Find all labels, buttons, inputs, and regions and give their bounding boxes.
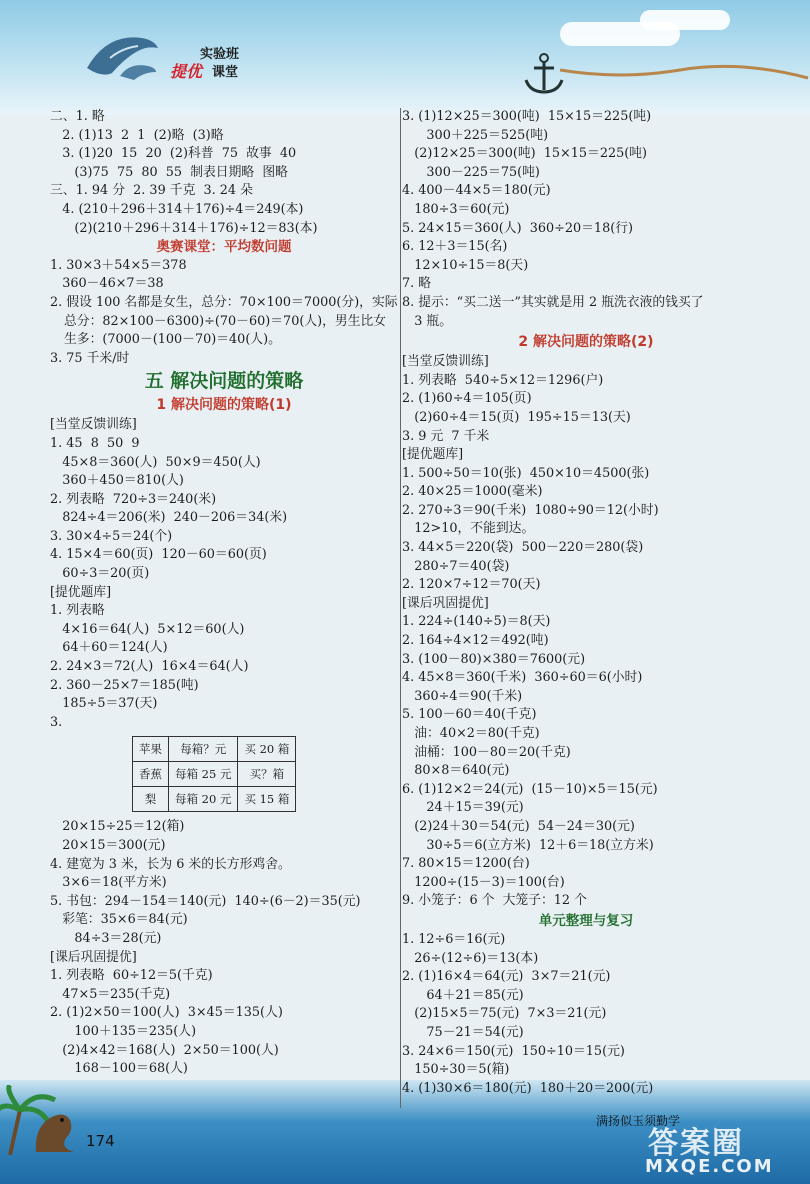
answer-line: 4. (210＋296＋314＋176)÷4＝249(本)	[50, 201, 304, 217]
answer-line: 4. (1)30×6＝180(元) 180＋20＝200(元)	[402, 1080, 654, 1096]
exercise-tag: [提优题库]	[50, 584, 112, 600]
answer-line: 油：40×2＝80(千克)	[402, 726, 540, 741]
answer-line: 5. 100－60＝40(千克)	[402, 707, 537, 723]
answer-line: 3. 9 元 7 千米	[402, 428, 490, 444]
answer-line: 7. 80×15＝1200(台)	[402, 856, 530, 872]
answer-line: 彩笔：35×6＝84(元)	[50, 912, 188, 928]
answer-line: 4. 400－44×5＝180(元)	[402, 183, 551, 199]
answer-line: 1. 30×3＋54×5＝378	[50, 257, 187, 273]
right-column	[402, 108, 770, 1098]
answer-line: 300＋225＝525(吨)	[402, 127, 549, 143]
answer-line: 油桶：100－80＝20(千克)	[402, 744, 571, 760]
dolphin-icon	[118, 60, 158, 82]
answer-line: 1. 列表略	[50, 603, 105, 619]
review-answers-block	[402, 931, 770, 1098]
answer-line: 280÷7＝40(袋)	[402, 558, 510, 574]
page-number: 174	[86, 1132, 115, 1150]
answer-line: 100＋135＝235(人)	[50, 1023, 197, 1039]
answer-line: 300－225＝75(吨)	[402, 164, 540, 180]
brand-bottom-text: 课堂	[212, 65, 239, 80]
column-divider	[400, 108, 401, 1108]
answer-line: 3. 44×5＝220(袋) 500－220＝280(袋)	[402, 540, 644, 556]
answer-line: 2. (1)16×4＝64(元) 3×7＝21(元)	[402, 969, 611, 985]
answer-line: (2)(210＋296＋314＋176)÷12＝83(本)	[50, 220, 318, 236]
answer-line: 84÷3＝28(元)	[50, 930, 162, 946]
answer-line: (2)24＋30＝54(元) 54－24＝30(元)	[402, 818, 635, 834]
answer-line: (3)75 75 80 55 制表日期略 图略	[50, 164, 288, 180]
answer-line: 2. 360－25×7＝185(吨)	[50, 677, 199, 693]
answer-line: 3. 30×4÷5＝24(个)	[50, 528, 173, 544]
answer-line: 180÷3＝60(元)	[402, 201, 510, 217]
brand-top-text: 实验班	[200, 47, 240, 62]
answer-line: (2)12×25＝300(吨) 15×15＝225(吨)	[402, 146, 648, 162]
answer-line: 3 瓶。	[402, 313, 453, 329]
answer-line: 4. 45×8＝360(千米) 360÷60＝6(小时)	[402, 670, 643, 686]
answer-line: 6. 12＋3＝15(名)	[402, 239, 508, 255]
answer-line: 2. 24×3＝72(人) 16×4＝64(人)	[50, 659, 249, 675]
answer-line: 2. 270÷3＝90(千米) 1080÷90＝12(小时)	[402, 502, 659, 518]
answer-line: 3. (1)20 15 20 (2)科普 75 故事 40	[50, 146, 297, 162]
answer-line: 80×8＝640(元)	[402, 763, 510, 779]
answer-line: 5. 书包：294－154＝140(元) 140÷(6－2)＝35(元)	[50, 893, 361, 909]
answer-line: 26÷(12÷6)＝13(本)	[402, 950, 539, 966]
answer-line: 4. 建宽为 3 米，长为 6 米的长方形鸡舍。	[50, 856, 291, 872]
table-row	[133, 762, 296, 787]
answer-line: 1. 224÷(140÷5)＝8(天)	[402, 614, 551, 630]
table-cell: 香蕉	[133, 762, 169, 787]
table-cell: 梨	[133, 787, 169, 812]
answer-line: 2. 120×7÷12＝70(天)	[402, 577, 541, 593]
answer-line: 360÷4＝90(千米)	[402, 688, 523, 704]
cloud-decoration	[640, 10, 730, 30]
answer-line: 20×15＝300(元)	[50, 838, 166, 853]
answer-line: 3. (1)12×25＝300(吨) 15×15＝225(吨)	[402, 109, 652, 124]
answer-line: 1200÷(15－3)＝100(台)	[402, 874, 565, 890]
answer-line: 360－46×7＝38	[50, 276, 164, 292]
section-title-2: 2 解决问题的策略(2)	[518, 334, 654, 351]
answer-line: 360＋450＝810(人)	[50, 473, 184, 489]
table-cell: 买 15 箱	[238, 787, 296, 812]
answer-line: 3. 24×6＝150(元) 150÷10＝15(元)	[402, 1043, 625, 1059]
answer-line: 3. 75 千米/时	[50, 350, 130, 366]
answer-line: 168－100＝68(人)	[50, 1061, 188, 1077]
answer-line: 3×6＝18(平方米)	[50, 875, 167, 891]
table-row	[133, 787, 296, 812]
answer-line: 9. 小笼子：6 个 大笼子：12 个	[402, 893, 587, 909]
answer-line: 5. 24×15＝360(人) 360÷20＝18(行)	[402, 220, 634, 236]
answer-line: 2. (1)2×50＝100(人) 3×45＝135(人)	[50, 1005, 283, 1021]
rope-decoration	[560, 50, 810, 90]
table-cell: 每箱 25 元	[169, 762, 238, 787]
watermark-url: MXQE.COM	[645, 1156, 774, 1177]
answer-line: 1. 12÷6＝16(元)	[402, 931, 506, 947]
answer-line: 2. 40×25＝1000(毫米)	[402, 484, 543, 500]
answer-line: 60÷3＝20(页)	[50, 566, 150, 582]
answer-line: 8. 提示：“买二送一”其实就是用 2 瓶洗衣液的钱买了	[402, 294, 704, 310]
table-cell: 买？箱	[238, 762, 296, 787]
answer-line: 24＋15＝39(元)	[402, 800, 524, 816]
answer-line: (2)15×5＝75(元) 7×3＝21(元)	[402, 1006, 607, 1022]
answer-line: 47×5＝235(千克)	[50, 986, 171, 1002]
table-cell: 苹果	[133, 737, 169, 762]
answer-line: 64＋21＝85(元)	[402, 987, 524, 1003]
table-cell: 每箱 20 元	[169, 787, 238, 812]
answer-line: (2)60÷4＝15(页) 195÷15＝13(天)	[402, 409, 631, 425]
answer-line: 1. 500÷50＝10(张) 450×10＝4500(张)	[402, 465, 650, 481]
exercise-tag: [当堂反馈训练]	[402, 354, 489, 370]
answer-line: 12×10÷15＝8(天)	[402, 257, 529, 273]
answer-line: 1. 列表略 540÷5×12＝1296(户)	[402, 372, 604, 388]
unit-title: 五 解决问题的策略	[144, 370, 304, 393]
olympiad-answers-block	[50, 257, 398, 294]
section-title-1: 1 解决问题的策略(1)	[156, 397, 292, 414]
seal-icon	[30, 1108, 90, 1156]
answer-line: 150÷30＝5(箱)	[402, 1062, 510, 1078]
answer-line: 2. (1)13 2 1 (2)略 (3)略	[50, 127, 224, 143]
answer-line: 30÷5＝6(立方米) 12＋6＝18(立方米)	[402, 837, 654, 853]
answer-line: 3.	[50, 714, 63, 730]
exercise-tag: [提优题库]	[402, 447, 464, 463]
section-1-continued-answers	[402, 108, 770, 331]
exercise-tag: [课后巩固提优]	[50, 949, 137, 965]
section-2-answers-block	[402, 353, 770, 911]
price-table	[132, 736, 296, 812]
answer-line: 45×8＝360(人) 50×9＝450(人)	[50, 454, 261, 470]
section-1-more-answers	[50, 818, 398, 1078]
answer-line: 6. (1)12×2＝24(元) (15－10)×5＝15(元)	[402, 781, 658, 797]
exercise-tag: [当堂反馈训练]	[50, 417, 137, 433]
answer-line: 1. 45 8 50 9	[50, 435, 140, 451]
review-title: 单元整理与复习	[538, 912, 634, 929]
answer-line: 4. 15×4＝60(页) 120－60＝60(页)	[50, 547, 267, 563]
answer-line: 二、1. 略	[50, 109, 105, 124]
answer-line: 64＋60＝124(人)	[50, 640, 168, 656]
answer-line: 12>10，不能到达。	[402, 521, 535, 537]
left-column	[50, 108, 398, 1079]
answer-line: 2. (1)60÷4＝105(页)	[402, 391, 532, 407]
sky-banner	[0, 0, 810, 115]
section-1-answers-block	[50, 416, 398, 732]
answer-line: 2. 列表略 720÷3＝240(米)	[50, 491, 217, 507]
answer-line: 20×15÷25＝12(箱)	[50, 819, 185, 835]
answer-line: (2)4×42＝168(人) 2×50＝100(人)	[50, 1042, 279, 1058]
answer-line: 185÷5＝37(天)	[50, 696, 158, 712]
watermark-logo: 答案圈	[648, 1126, 744, 1161]
table-cell: 每箱？元	[169, 737, 238, 762]
olympiad-heading: 奥赛课堂：平均数问题	[156, 239, 292, 256]
answer-line: 824÷4＝206(米) 240－206＝34(米)	[50, 510, 288, 526]
table-cell: 买 20 箱	[238, 737, 296, 762]
table-row	[133, 737, 296, 762]
answer-line: 1. 列表略 60÷12＝5(千克)	[50, 968, 213, 984]
answer-line: 4×16＝64(人) 5×12＝60(人)	[50, 621, 245, 637]
exercise-tag: [课后巩固提优]	[402, 595, 489, 611]
answer-line: 2. 164÷4×12＝492(吨)	[402, 633, 549, 649]
answer-line: 3. (100－80)×380＝7600(元)	[402, 651, 586, 667]
answer-line: 75－21＝54(元)	[402, 1024, 524, 1040]
answer-line: 7. 略	[402, 276, 432, 292]
answer-paragraph: 2. 假设 100 名都是女生，总分：70×100＝7000(分)，实际总分：82×100－6300)÷(70－60)＝70(人)，男生比女生多：(7000－(100－70)＝40(人)。	[50, 294, 398, 348]
footer-motto: 满扬似玉须勤学	[596, 1114, 681, 1128]
brand-script-text: 提优	[170, 62, 203, 81]
answer-line: 三、1. 94 分 2. 39 千克 3. 24 朵	[50, 183, 253, 199]
review-answers-block	[50, 108, 398, 238]
